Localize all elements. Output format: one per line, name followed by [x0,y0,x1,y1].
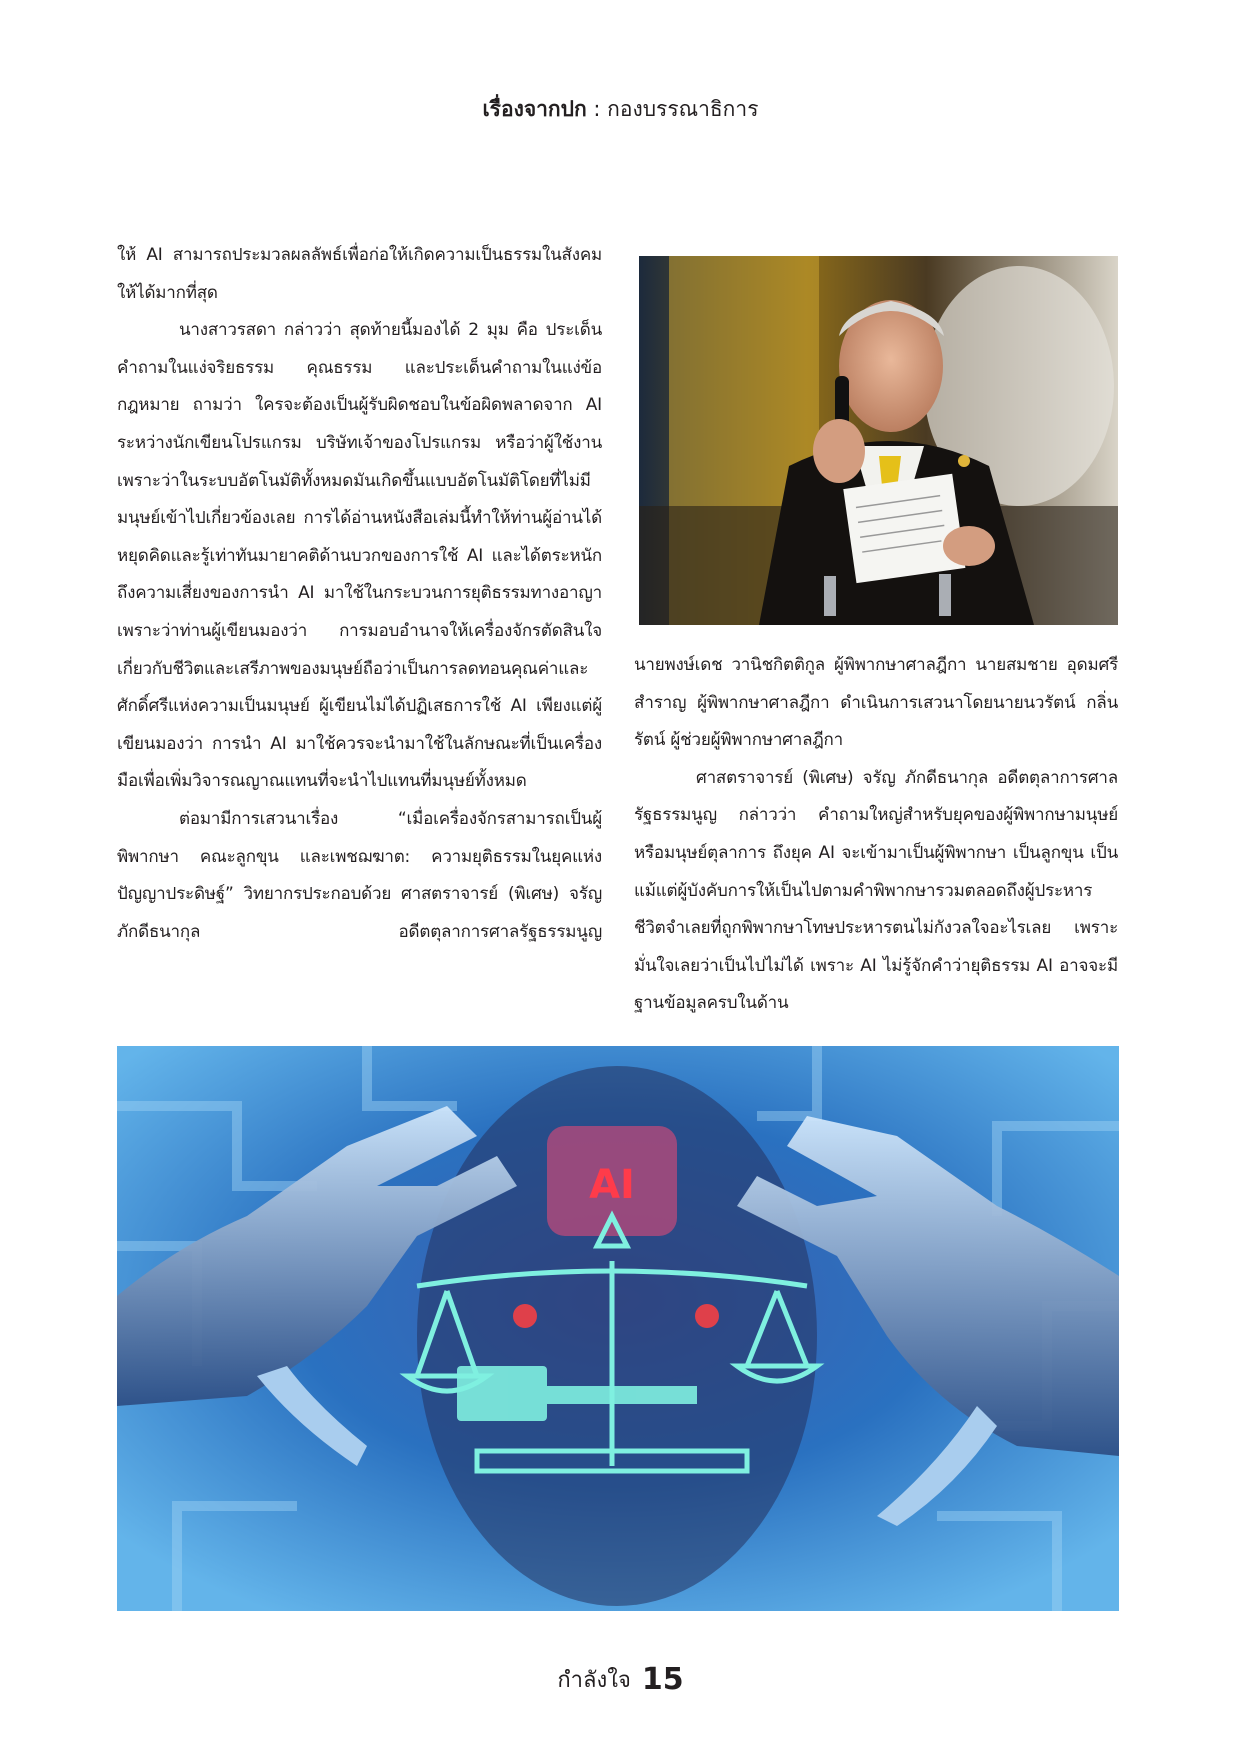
left-column [117,237,602,951]
paragraph: นายพงษ์เดช วานิชกิตติกูล ผู้พิพากษาศาลฎีกา นายสมชาย อุดมศรีสำราญ ผู้พิพากษาศาลฎีกา ดำเนินการเสวนาโดยนายนวรัตน์ กลิ่นรัตน์ ผู้ช่วยผู้พิพากษาศาลฎีกา [634,655,1118,751]
page-number: 15 [641,1662,684,1697]
section-author: กองบรรณาธิการ [607,97,759,121]
paragraph: ให้ AI สามารถประมวลผลลัพธ์เพื่อก่อให้เกิดความเป็นธรรมในสังคมให้ได้มากที่สุด [117,245,602,303]
paragraph: ศาสตราจารย์ (พิเศษ) จรัญ ภักดีธนากุล อดีตตุลาการศาลรัฐธรรมนูญ กล่าวว่า คำถามใหญ่สำหรับยุคของผู้พิพากษามนุษย์ หรือมนุษย์ตุลาการ ถึงยุค AI จะเข้ามาเป็นผู้พิพากษา เป็นลูกขุน เป็นแม้แต่ผู้บังคับการให้เป็นไปตามคำพิพากษารวมตลอดถึงผู้ประหารชีวิตจำเลยที่ถูกพิพากษาโทษประหารตนไม่กังวลใจอะไรเลย เพราะมั่นใจเลยว่าเป็นไปไม่ได้ เพราะ AI ไม่รู้จักคำว่ายุติธรรม AI อาจจะมีฐานข้อมูลครบในด้าน [634,767,1118,1014]
magazine-name: กำลังใจ [557,1668,631,1693]
page-header [0,94,1241,124]
paragraph: ต่อมามีการเสวนาเรื่อง “เมื่อเครื่องจักรสามารถเป็นผู้พิพากษา คณะลูกขุน และเพชฌฆาต: ความยุติธรรมในยุคแห่งปัญญาประดิษฐ์” วิทยากรประกอบด้วย ศาสตราจารย์ (พิเศษ) จรัญ ภักดีธนากุล อดีตตุลาการศาลรัฐธรรมนูญ [117,808,602,942]
right-column [634,647,1118,1023]
ai-justice-illustration [117,1046,1119,1611]
paragraph: นางสาวรสดา กล่าวว่า สุดท้ายนี้มองได้ 2 มุม คือ ประเด็นคำถามในแง่จริยธรรม คุณธรรม และประเด็นคำถามในแง่ข้อกฎหมาย ถามว่า ใครจะต้องเป็นผู้รับผิดชอบในข้อผิดพลาดจาก AI ระหว่างนักเขียนโปรแกรม บริษัทเจ้าของโปรแกรม หรือว่าผู้ใช้งาน เพราะว่าในระบบอัตโนมัติทั้งหมดมันเกิดขึ้นแบบอัตโนมัติโดยที่ไม่มีมนุษย์เข้าไปเกี่ยวข้องเลย การได้อ่านหนังสือเล่มนี้ทำให้ท่านผู้อ่านได้หยุดคิดและรู้เท่าทันมายาคติด้านบวกของการใช้ AI และได้ตระหนักถึงความเสี่ยงของการนำ AI มาใช้ในกระบวนการยุติธรรมทางอาญา เพราะว่าท่านผู้เขียนมองว่า การมอบอำนาจให้เครื่องจักรตัดสินใจเกี่ยวกับชีวิตและเสรีภาพของมนุษย์ถือว่าเป็นการลดทอนคุณค่าและศักดิ์ศรีแห่งความเป็นมนุษย์ ผู้เขียนไม่ได้ปฏิเสธการใช้ AI เพียงแต่ผู้เขียนมองว่า การนำ AI มาใช้ควรจะนำมาใช้ในลักษณะที่เป็นเครื่องมือเพื่อเพิ่มวิจารณญาณแทนที่จะนำไปแทนที่มนุษย์ทั้งหมด [117,320,602,792]
section-title: เรื่องจากปก [482,97,587,121]
speaker-photo [639,256,1118,625]
page-footer [0,1662,1241,1699]
ai-badge-text: AI [589,1162,635,1208]
header-separator: : [586,97,608,121]
